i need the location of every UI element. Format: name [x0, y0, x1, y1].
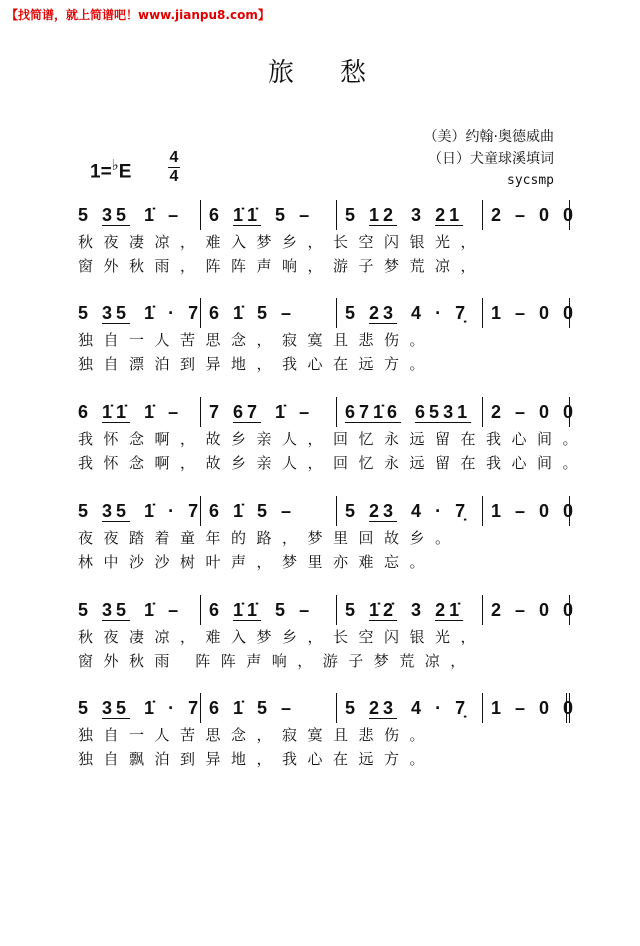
measure	[336, 200, 482, 230]
note: 1̇	[144, 500, 155, 521]
note: 12	[369, 204, 398, 225]
notes-line	[78, 595, 578, 625]
measure	[482, 496, 574, 526]
measure	[336, 693, 482, 723]
note: 0	[563, 204, 574, 225]
measure	[200, 693, 336, 723]
note: 35	[102, 204, 131, 225]
note: 1̇	[233, 302, 244, 323]
note: 7̣	[455, 697, 466, 718]
flat-sign: ♭	[111, 157, 119, 174]
note: ·	[435, 500, 442, 521]
lyric-line: 独自一人苦思念，寂寞且悲伤。	[78, 726, 436, 744]
note: 5	[275, 204, 286, 225]
song-title: 旅愁	[267, 58, 412, 88]
note: 4	[411, 500, 422, 521]
note: ·	[435, 697, 442, 718]
note: 7	[188, 500, 199, 521]
note: 1̇1̇	[102, 401, 131, 422]
lyric-line: 我怀念啊，故乡亲人，回忆永远留在我心间。	[78, 430, 589, 448]
lyric-line: 我怀念啊，故乡亲人，回忆永远留在我心间。	[78, 454, 589, 472]
note: 1̇	[275, 401, 286, 422]
note: –	[299, 401, 310, 422]
notes-line	[78, 397, 578, 427]
note: 6	[209, 500, 220, 521]
note: 35	[102, 302, 131, 323]
note: 1̇	[144, 401, 155, 422]
note: 5	[257, 697, 268, 718]
notes-line	[78, 693, 578, 723]
note: 0	[539, 697, 550, 718]
lyric-line: 独自飘泊到异地，我心在远方。	[78, 750, 436, 768]
note: 0	[563, 697, 574, 718]
note: –	[299, 599, 310, 620]
notes-line	[78, 496, 578, 526]
note: –	[515, 599, 526, 620]
note: 5	[78, 697, 89, 718]
note: 6	[209, 697, 220, 718]
note: 5	[78, 500, 89, 521]
note: 1̇1̇	[233, 204, 262, 225]
note: ·	[168, 500, 175, 521]
measure	[78, 496, 200, 526]
measure	[336, 397, 482, 427]
lyric-line: 夜夜踏着童年的路，梦里回故乡。	[78, 529, 461, 547]
note: ·	[168, 697, 175, 718]
note: 5	[257, 302, 268, 323]
note: 5	[275, 599, 286, 620]
note: 1	[491, 500, 502, 521]
lyric-line: 独自一人苦思念，寂寞且悲伤。	[78, 331, 436, 349]
music-system	[78, 298, 578, 376]
note: 0	[539, 599, 550, 620]
measure	[200, 200, 336, 230]
measure	[78, 200, 200, 230]
note: 5	[345, 697, 356, 718]
note: 2	[491, 599, 502, 620]
note: 1̇	[144, 302, 155, 323]
note: 1̇	[144, 697, 155, 718]
note: –	[281, 697, 292, 718]
note: –	[299, 204, 310, 225]
note: 35	[102, 599, 131, 620]
note: 0	[563, 599, 574, 620]
measure	[482, 298, 574, 328]
note: 1̇	[233, 500, 244, 521]
note: 0	[539, 401, 550, 422]
music-system	[78, 693, 578, 771]
credits	[424, 126, 554, 192]
note: 67	[233, 401, 262, 422]
note: 1̇1̇	[233, 599, 262, 620]
measure	[200, 397, 336, 427]
note: 35	[102, 697, 131, 718]
note: 5	[345, 204, 356, 225]
note: 1	[491, 302, 502, 323]
note: 0	[539, 204, 550, 225]
note: 5	[78, 204, 89, 225]
note: –	[168, 401, 179, 422]
note: –	[515, 697, 526, 718]
note: 21̇	[435, 599, 464, 620]
note: 5	[345, 500, 356, 521]
note: 6	[78, 401, 89, 422]
note: –	[515, 500, 526, 521]
measure	[336, 298, 482, 328]
note: 35	[102, 500, 131, 521]
notes-line	[78, 200, 578, 230]
time-top: 4	[169, 149, 179, 166]
note: 6	[209, 302, 220, 323]
note: 6	[209, 599, 220, 620]
music-system	[78, 200, 578, 278]
note: ·	[168, 302, 175, 323]
music-system	[78, 595, 578, 673]
time-bottom: 4	[169, 168, 179, 185]
note: 4	[411, 697, 422, 718]
note: 5	[345, 599, 356, 620]
measure	[200, 298, 336, 328]
note: 0	[539, 500, 550, 521]
music-system	[78, 397, 589, 475]
site-banner: 【找简谱，就上简谱吧！www.jianpu8.com】	[6, 8, 270, 22]
note: 7	[188, 302, 199, 323]
note: 21	[435, 204, 464, 225]
music-system	[78, 496, 578, 574]
note: 1	[491, 697, 502, 718]
note: 23	[369, 500, 398, 521]
note: 1̇	[233, 697, 244, 718]
note: 0	[563, 401, 574, 422]
composer-credit: （美）约翰·奥德威曲	[423, 129, 554, 145]
note: –	[168, 204, 179, 225]
measure	[200, 595, 336, 625]
key-signature	[90, 156, 131, 183]
measure	[482, 200, 574, 230]
note: 671̇6	[345, 401, 402, 422]
note: 7	[188, 697, 199, 718]
lyricist-credit: （日）犬童球溪填词	[428, 151, 554, 167]
arranger-credit: sycsmp	[507, 173, 554, 188]
lyric-line: 林中沙沙树叶声，梦里亦难忘。	[78, 553, 436, 571]
measure	[482, 397, 574, 427]
note: –	[281, 302, 292, 323]
note: 6531	[415, 401, 472, 422]
note: –	[515, 302, 526, 323]
note: 23	[369, 302, 398, 323]
note: 5	[345, 302, 356, 323]
measure	[78, 595, 200, 625]
lyric-line: 窗外秋雨，阵阵声响，游子梦荒凉，	[78, 257, 487, 275]
note: ·	[435, 302, 442, 323]
lyric-line: 窗外秋雨 阵阵声响，游子梦荒凉，	[78, 652, 476, 670]
notes-line	[78, 298, 578, 328]
note: 7̣	[455, 302, 466, 323]
lyric-line: 秋夜凄凉，难入梦乡，长空闪银光，	[78, 233, 487, 251]
note: 1̇	[144, 599, 155, 620]
note: –	[515, 204, 526, 225]
time-signature	[168, 150, 180, 185]
note: 3	[411, 599, 422, 620]
measure	[200, 496, 336, 526]
note: 6	[209, 204, 220, 225]
note: –	[515, 401, 526, 422]
key-note: E	[118, 161, 132, 183]
note: 0	[563, 500, 574, 521]
note: 23	[369, 697, 398, 718]
note: 0	[563, 302, 574, 323]
measure	[336, 496, 482, 526]
measure	[482, 595, 574, 625]
lyric-line: 秋夜凄凉，难入梦乡，长空闪银光，	[78, 628, 487, 646]
measure	[336, 595, 482, 625]
note: 2	[491, 401, 502, 422]
note: 0	[539, 302, 550, 323]
note: 4	[411, 302, 422, 323]
note: 7̣	[455, 500, 466, 521]
note: –	[281, 500, 292, 521]
note: 3	[411, 204, 422, 225]
note: 1̇2̇	[369, 599, 398, 620]
lyric-line: 独自漂泊到异地，我心在远方。	[78, 355, 436, 373]
measure	[78, 298, 200, 328]
measure	[482, 693, 574, 723]
note: 5	[78, 302, 89, 323]
note: –	[168, 599, 179, 620]
key-prefix: 1=	[90, 161, 112, 183]
note: 1̇	[144, 204, 155, 225]
note: 5	[257, 500, 268, 521]
measure	[78, 397, 200, 427]
note: 5	[78, 599, 89, 620]
note: 7	[209, 401, 220, 422]
measure	[78, 693, 200, 723]
note: 2	[491, 204, 502, 225]
